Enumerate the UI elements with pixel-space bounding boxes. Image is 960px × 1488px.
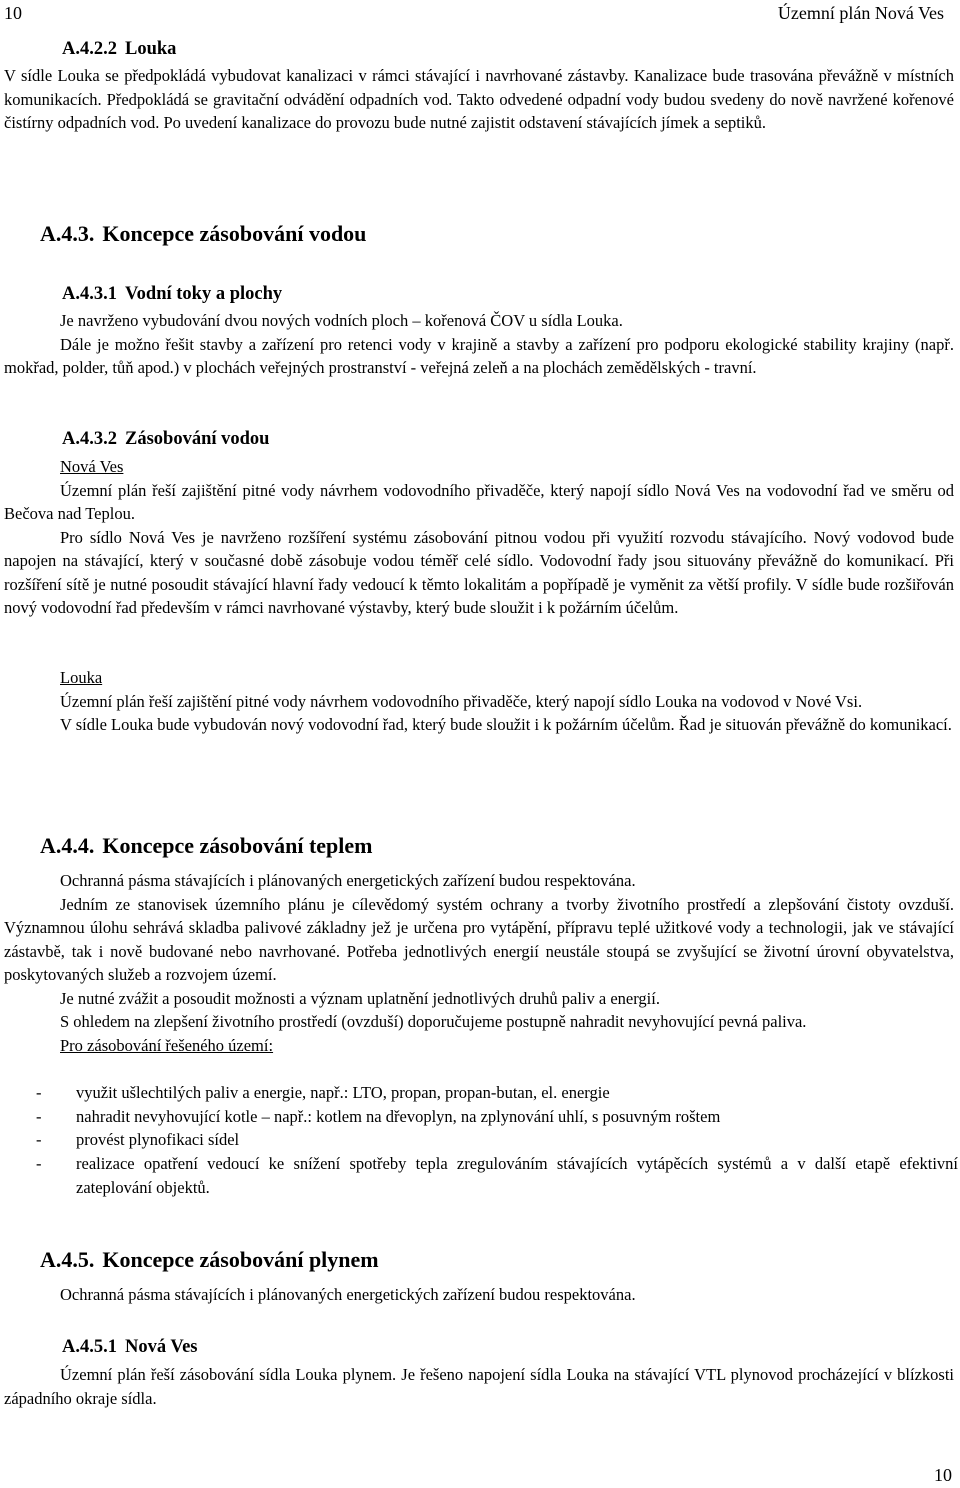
page-number-bottom: 10 <box>934 1465 952 1485</box>
heading-text: Koncepce zásobování vodou <box>102 221 367 246</box>
heading-4-3-2 <box>62 428 269 452</box>
paragraph: S ohledem na zlepšení životního prostředí (ovzduší) doporučujeme postupně nahradit nevyhovující pevná paliva. <box>60 1012 807 1031</box>
paragraph: Je nutné zvážit a posoudit možnosti a význam uplatnění jednotlivých druhů paliv a energií. <box>60 988 660 1008</box>
list-item-text: realizace opatření vedoucí ke snížení spotřeby tepla zregulováním stávajících vytápěcích systémů a v další etapě efektivní zateplování objektů. <box>76 1154 958 1197</box>
section-4-2-2-body <box>4 64 954 135</box>
heading-text: Nová Ves <box>125 1337 198 1357</box>
paragraph: Dále je možno řešit stavby a zařízení pro retenci vody v krajině a stavby a zařízení pro podporu ekologické stability krajiny (např. mokřad, polder, tůň apod.) v plochách veřejných prostranství - veřejná zeleň a na plochách zemědělských - travní. <box>4 334 954 377</box>
subheading-louka: Louka <box>60 668 103 687</box>
list-dash: - <box>36 1130 42 1149</box>
paragraph: Jedním ze stanovisek územního plánu je cílevědomý systém ochrany a tvorby životního prostředí a zlepšování čistoty ovzduší. Významnou úlohu sehrává skladba palivové základny jež je určena pro vytápění, přípravu teplé užitkové vody a technologii, jak ve stávající zástavbě, tak i nově budované nebo navrhované. Potřeba jednotlivých energií neustále stoupá se zvyšující se životní úrovní obyvatelstva, poskytovaných služeb a rozvojem území. <box>4 894 954 984</box>
paragraph: Je navrženo vybudování dvou nových vodních ploch – kořenová ČOV u sídla Louka. <box>60 311 623 330</box>
heading-text: Vodní toky a plochy <box>125 284 283 304</box>
heading-4-2-2 <box>62 38 176 62</box>
heading-number: A.4.5.1 <box>62 1337 117 1357</box>
section-4-4-body <box>4 869 954 1057</box>
paragraph: Ochranná pásma stávajících i plánovaných energetických zařízení budou respektována. <box>60 871 636 890</box>
paragraph: Územní plán řeší zásobování sídla Louka plynem. Je řešeno napojení sídla Louka na stávající VTL plynovod procházející v blízkosti západního okraje sídla. <box>4 1365 954 1408</box>
heading-4-5-1 <box>62 1336 197 1360</box>
page-number-top: 10 <box>4 3 22 23</box>
heading-number: A.4.4. <box>40 833 95 858</box>
subheading-nova-ves: Nová Ves <box>60 457 124 476</box>
heading-number: A.4.3.1 <box>62 284 117 304</box>
paragraph: Pro sídlo Nová Ves je navrženo rozšíření systému zásobování pitnou vodou při využití rozvodu stávajícího. Nový vodovod bude napojen na stávající, který v současné době zásobuje vodou téměř celé sídlo. Vodovodní řady jsou situovány převážně do komunikací. Při rozšíření sítě je nutné posoudit stávající hlavní řady vedoucí k těmto lokalitám a popřípadě je vyměnit za větší profily. V sídle bude rozšiřován nový vodovodní řad především v rámci navrhované výstavby, který bude sloužit i k požárním účelům. <box>4 527 954 617</box>
section-4-3-2-louka <box>4 666 954 737</box>
heading-number: A.4.3. <box>40 221 95 246</box>
heading-4-3-1 <box>62 283 282 307</box>
heading-text: Louka <box>125 39 177 59</box>
heading-number: A.4.3.2 <box>62 429 117 449</box>
paragraph: V sídle Louka bude vybudován nový vodovodní řad, který bude sloužit i k požárním účelům. Řad je situován převážně do komunikací. <box>60 715 952 734</box>
list-item-text: provést plynofikaci sídel <box>76 1130 240 1149</box>
heading-text: Koncepce zásobování teplem <box>102 833 373 858</box>
heading-4-5 <box>40 1248 379 1272</box>
heading-text: Zásobování vodou <box>125 429 270 449</box>
heading-number: A.4.5. <box>40 1247 95 1272</box>
heading-4-3 <box>40 222 366 246</box>
paragraph: Ochranná pásma stávajících i plánovaných energetických zařízení budou respektována. <box>60 1285 636 1304</box>
document-title: Územní plán Nová Ves <box>777 3 944 23</box>
list-dash: - <box>36 1083 42 1102</box>
section-4-5-body <box>4 1283 954 1307</box>
heading-text: Koncepce zásobování plynem <box>102 1247 379 1272</box>
list-item-text: nahradit nevyhovující kotle – např.: kotlem na dřevoplyn, na zplynování uhlí, s posuvným roštem <box>76 1107 721 1126</box>
paragraph: Územní plán řeší zajištění pitné vody návrhem vodovodního přivaděče, který napojí sídlo Louka na vodovod v Nové Vsi. <box>60 691 863 711</box>
list-dash: - <box>36 1154 42 1173</box>
section-4-3-2-nova-ves <box>4 455 954 620</box>
paragraph: V sídle Louka se předpokládá vybudovat kanalizaci v rámci stávající i navrhované zástavby. Kanalizace bude trasována převážně v místních komunikacích. Předpokládá se gravitační odvádění odpadních vod. Takto odvedené odpadní vody budou svedeny do nově navržené kořenové čistírny odpadních vod. Po uvedení kanalizace do provozu bude nutné zajistit odstavení stávajících jímek a septiků. <box>4 66 954 132</box>
heading-4-4 <box>40 834 372 858</box>
section-4-5-1-body <box>4 1363 954 1410</box>
list-dash: - <box>36 1107 42 1126</box>
heading-number: A.4.2.2 <box>62 39 117 59</box>
paragraph: Územní plán řeší zajištění pitné vody návrhem vodovodního přivaděče, který napojí sídlo Nová Ves na vodovodní řad ve směru od Bečova nad Teplou. <box>4 480 954 523</box>
list-item-text: využit ušlechtilých paliv a energie, např.: LTO, propan, propan-butan, el. energie <box>76 1083 610 1102</box>
list-label: Pro zásobování řešeného území: <box>60 1035 274 1055</box>
section-4-3-1-body <box>4 309 954 380</box>
